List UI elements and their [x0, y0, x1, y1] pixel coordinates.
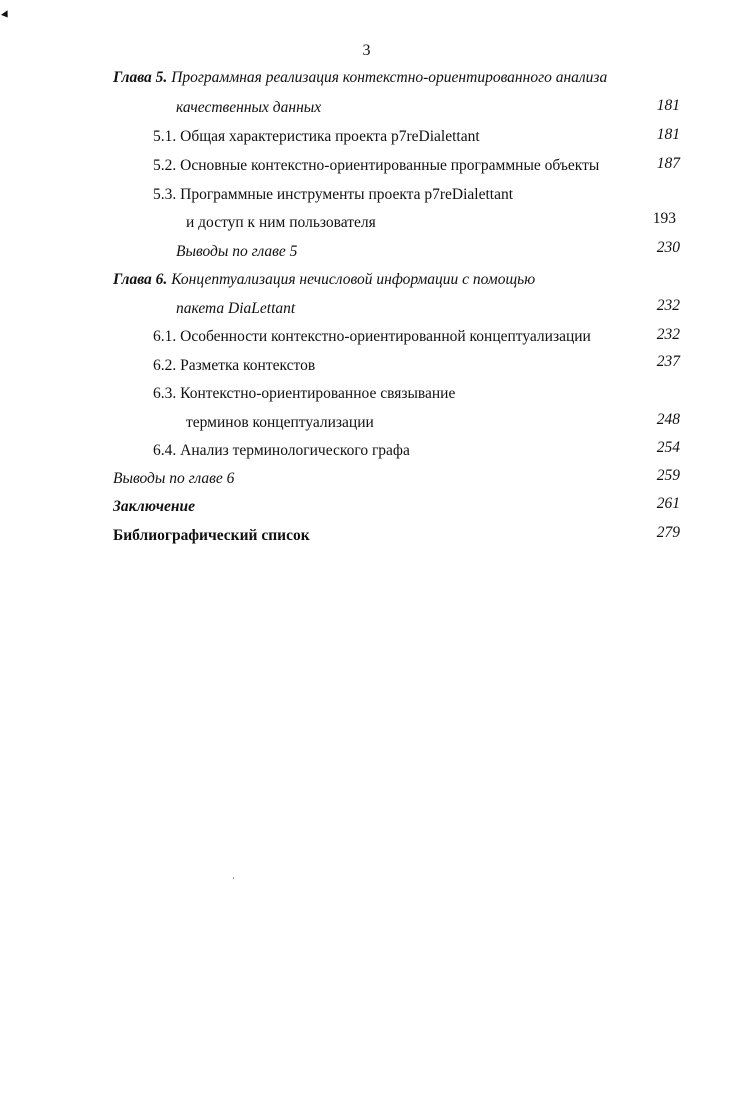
toc-section-5-2: 5.2. Основные контекстно-ориентированные программные объекты — [153, 157, 600, 174]
toc-bibliography: Библиографический список — [113, 527, 310, 544]
chapter-5-page: 181 — [656, 97, 680, 114]
toc-chapter-6 — [113, 270, 535, 290]
chapter-6-title-cont: пакета DiaLettant — [176, 300, 296, 317]
scan-corner-mark — [1, 10, 11, 20]
toc-conclusions-6: Выводы по главе 6 — [113, 470, 235, 487]
toc-section-5-3-cont: и доступ к ним пользователя — [186, 214, 376, 231]
chapter-5-label: Глава 5. — [113, 69, 168, 86]
bibliography-page: 279 — [656, 524, 680, 541]
toc-conclusions-5: Выводы по главе 5 — [176, 243, 298, 260]
chapter-6-label: Глава 6. — [113, 271, 168, 288]
chapter-5-title-cont: качественных данных — [176, 99, 322, 116]
section-6-4-page: 254 — [656, 439, 680, 456]
section-6-3-page: 248 — [656, 411, 680, 428]
scan-speck — [233, 877, 234, 879]
conclusions-6-page: 259 — [656, 467, 680, 484]
section-6-2-page: 237 — [656, 353, 680, 370]
toc-section-5-3: 5.3. Программные инструменты проекта p7reDialettant — [153, 186, 514, 203]
chapter-6-title: Концептуализация нечисловой информации с помощью — [171, 271, 536, 288]
section-5-3-page: 193 — [652, 210, 676, 227]
toc-conclusion: Заключение — [113, 498, 195, 515]
toc-section-5-1: 5.1. Общая характеристика проекта p7reDialettant — [153, 128, 480, 145]
section-5-2-page: 187 — [656, 155, 680, 172]
toc-chapter-5 — [113, 68, 607, 88]
page-number: 3 — [362, 42, 371, 59]
toc-section-6-3-cont: терминов концептуализации — [186, 414, 374, 431]
toc-section-6-1: 6.1. Особенности контекстно-ориентированной концептуализации — [153, 328, 591, 345]
toc-section-6-2: 6.2. Разметка контекстов — [153, 357, 316, 374]
chapter-6-page: 232 — [656, 297, 680, 314]
conclusions-5-page: 230 — [656, 239, 680, 256]
toc-section-6-3: 6.3. Контекстно-ориентированное связывание — [153, 385, 456, 402]
section-5-1-page: 181 — [656, 126, 680, 143]
section-6-1-page: 232 — [656, 326, 680, 343]
chapter-5-title: Программная реализация контекстно-ориентированного анализа — [171, 69, 608, 86]
toc-section-6-4: 6.4. Анализ терминологического графа — [153, 442, 410, 459]
conclusion-page: 261 — [656, 495, 680, 512]
